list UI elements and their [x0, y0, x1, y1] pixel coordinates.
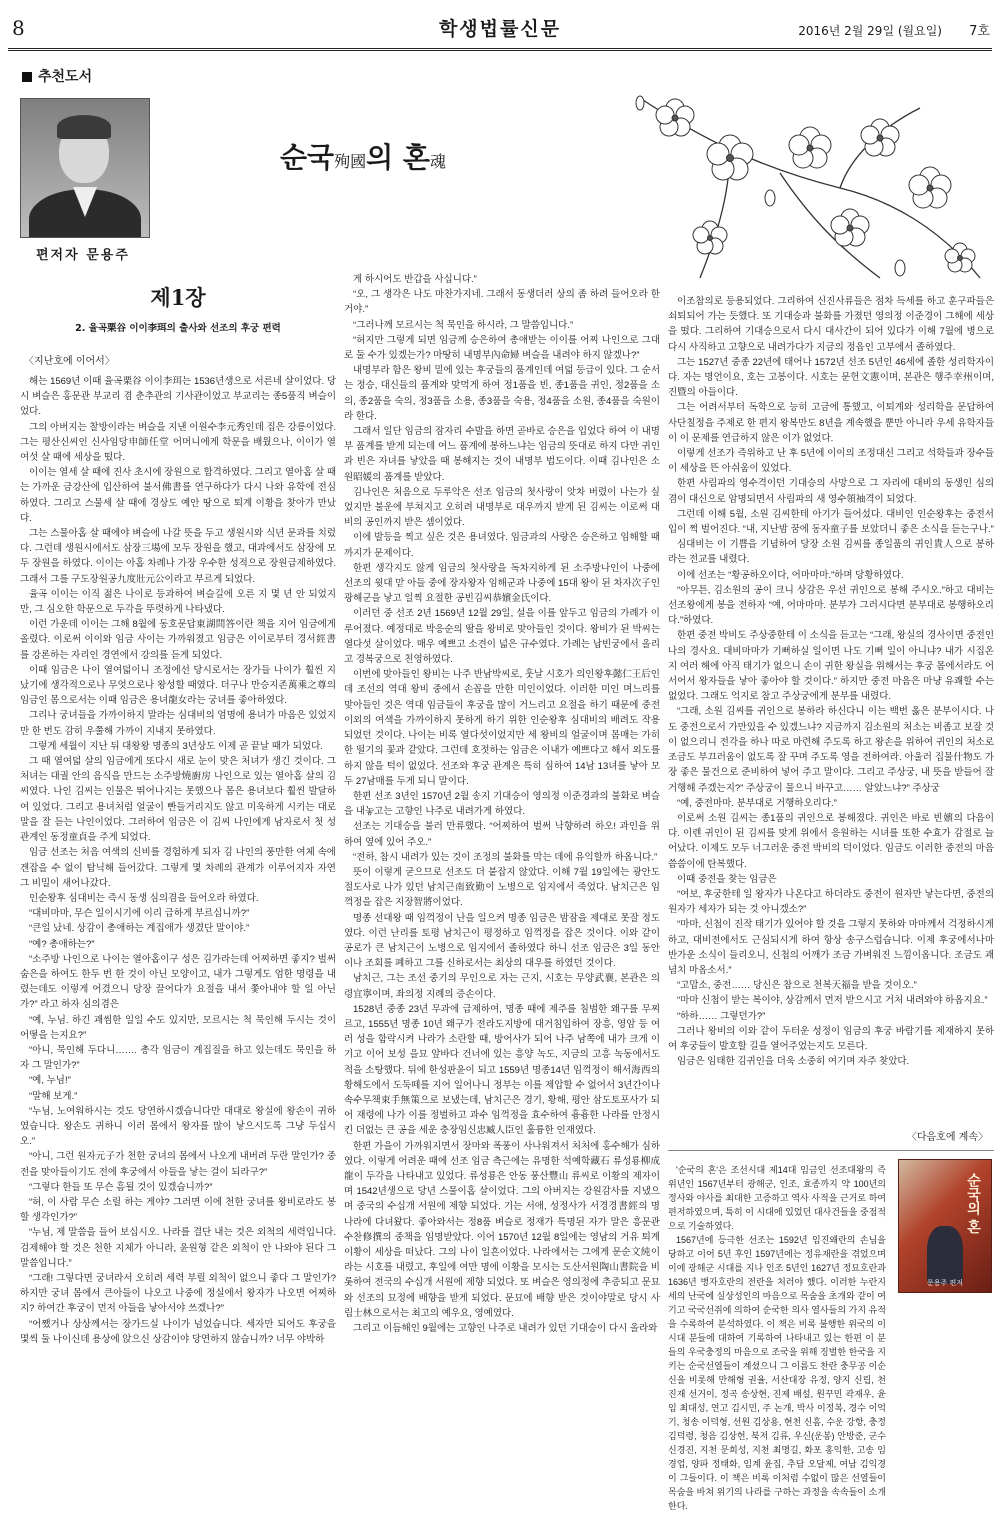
paragraph: 그리나 궁녀들을 가까이하지 말라는 심대비의 엄명에 용녀가 마음은 있었지만 한 번도 감히 우쭐해 가까이 지내지 못하였다.: [20, 710, 336, 737]
paragraph: 그는 어려서부터 독학으로 능히 고금에 통했고, 이퇴계와 성리학을 문답하여 사단칠정을 주제로 한 편지 왕복만도 8년을 계속했을 뿐만 아니라 우세 유학자들이 이 문제를 연급하지 않은 이가 없었다.: [668, 402, 994, 444]
paragraph: 한편 가을이 가까워지면서 장마와 폭풍이 사나워져서 처처에 홍수해가 심하였다. 이렇게 어려운 때에 선조 임금 측근에는 유명한 석예학藏石 류성룡柳成龍이 두각을 나타내고 있었다. 류성룡은 안동 풍산豐山 류씨로 이황의 제자이며 1542년생으로 당년 스물이홉 살이었다. 그의 아버지는 강원감사를 지냈으며 중국의 수십개 서원에 제향 되었다. 기는 서애, 성정사가 서경경書經의 명나라에 다녀왔다. 좋아와서는 정8품 벼슬로 정재가 특명된 자가 말은 흥문관 수찬修撰의 중책을 임명받았다. 이어 1570년 12월 8일에는 영남의 거유 퇴계 이황이 세상을 떠났다. 그의 나이 일흔이었다. 나라에서는 그에게 문순文純이라는 시호를 내렸고, 후일에 여만 명에 이황을 모시는 도산서원陶山書院을 비롯하여 전국의 수십개 서원에 제향 되었다. 또 벼슬은 영의정에 추증되고 문묘와 선조의 묘정에 배향을 받게 되었다. 문묘에 배향 받은 것이야말로 당시 사림士林으로서는 최고의 예우요, 영예였다.: [344, 1140, 660, 1319]
paragraph: “그러나께 모르시는 척 묵인을 하시라, 그 말씀입니다.”: [353, 319, 574, 331]
book-introduction-box: [668, 1150, 994, 1511]
article-column-1: [20, 374, 336, 1388]
paragraph: “아무튼, 김소원의 공이 크니 상감은 우선 귀인으로 봉해 주시오.”하고 대비는 선조왕에게 봉을 전하자 “예, 어마마마. 분부가 그러시다면 분부대로 봉행하오리다.”하였다.: [668, 584, 994, 627]
paragraph: 한편 사림파의 영수격이던 기대승의 사망으로 그 자리에 대비의 동생인 심의겸이 대신으로 암명되면서 사림파의 새 영수領袖격이 되었다.: [668, 478, 994, 505]
paragraph: “그래! 그렇다면 궁녀라서 오히려 세력 부릴 외척이 없으니 좋다 그 말인가? 하지만 궁녀 몸에서 큰아들이 나오고 나중에 정실에서 왕자가 나오면 어찌하지? 하여간 후궁이 먼저 아들을 낳아서야 쓰겠나?”: [20, 1272, 336, 1315]
paragraph: 임금은 임태한 김귀인을 더욱 소중히 여기며 자주 찾았다.: [677, 1056, 910, 1068]
continued-from-note: 〈지난호에 이어서〉: [24, 356, 115, 367]
chapter-subheading: 2. 율곡栗谷 이이李珥의 출사와 선조의 후궁 편력: [75, 323, 281, 334]
paragraph: 명종 선대왕 때 임꺽정이 난을 일으켜 명종 임금은 밤잠을 제대로 못잘 정도였다. 이런 난리를 토평 남치근이 평정하고 임꺽정을 잡은 것이다. 이와 같이 공로가 큰 남치근이 노병으로 임지에서 졸하였다 하니 선조 임금은 3일 동안이나 조회를 폐하고 그를 신하로서는 최상의 대우를 하였던 것이다.: [344, 912, 660, 970]
article-column-2: [344, 272, 660, 1388]
paragraph: “말해 보게.”: [29, 1090, 78, 1102]
paragraph: 선조는 기대승을 불러 만류했다. “어찌하여 벌써 낙향하려 하오! 과인을 위하여 옆에 있어 주오.”: [344, 821, 660, 848]
paragraph: “오, 그 생각은 나도 마찬가지네. 그래서 동생더러 상의 좀 하려 들어오라 한 거야.”: [344, 289, 660, 316]
paragraph: 남치근, 그는 조선 중기의 무인으로 자는 근지, 시호는 무양武襄, 본관은 의령宜寧이며, 좌의정 지례의 증손이다.: [344, 973, 660, 1000]
paragraph: 한편 선조 3년인 1570년 2월 송지 기대승이 영의정 이준경과의 불화로 벼슬을 내놓고는 고향인 나주로 내려가게 하였다.: [344, 790, 660, 818]
issue-number: 7호: [969, 24, 990, 39]
issue-date: 2016년 2월 29일 (월요일): [798, 24, 942, 38]
paragraph: 내명부라 함은 왕비 밑에 있는 후궁들의 품계인데 여덟 등급이 있다. 그 순서는 정승, 대신들의 품계와 맞먹게 하여 정1품을 빈, 종1품을 귀인, 정2품을 소의, 종2품을 숙의, 정3품을 소용, 종3품을 숙용, 정4품을 소원, 종4품을 숙원이라 한다.: [344, 365, 660, 422]
book-cover-image: [898, 1159, 992, 1293]
paragraph: 이로써 소원 김씨는 종1품의 귀인으로 봉해졌다. 귀인은 바로 빈嬪의 다음이다. 이렌 귀인이 된 김씨를 맞게 위에서 응원하는 시녀를 또한 수효가 감절로 늘어났다. 이제도 모두 너그러운 중전 박비의 덕이었다. 임금도 이러한 중전의 마음 씀씀이에 탄복했다.: [668, 812, 994, 870]
paragraph: 그는 1527년 중종 22년에 태어나 1572년 선조 5년인 46세에 졸한 성리학자이다. 자는 명언이요, 호는 고봉이다. 시호는 문헌文憲이며, 본관은 행주幸州이며, 진暨의 아들이다.: [668, 356, 994, 399]
title-main: 순국: [280, 141, 335, 174]
author-photo: [20, 98, 150, 238]
paragraph: 심대비는 이 기쁨을 기념하여 당장 소원 김씨를 종일품의 귀인貴人으로 봉하라는 전교를 내렸다.: [668, 539, 994, 566]
cover-figure-illustration: [927, 1226, 963, 1284]
section-label: [22, 66, 92, 86]
newspaper-header: [8, 8, 992, 51]
paragraph: “허지만 그렇게 되면 임금께 승은하여 총애받는 이이를 어찌 나인으로 그대로 둘 수가 있겠는가? 마땅히 내명부內命婦 벼슬을 내려야 하지 않겠나?”: [344, 334, 660, 362]
paragraph: “하하…… 그렇던가?”: [677, 1010, 766, 1022]
article-column-3: [668, 294, 994, 1124]
paragraph: “허, 이 사람 무슨 소릴 하는 게야? 그러면 이에 천한 궁녀를 왕비로라도 봉할 생각인가?”: [20, 1196, 336, 1224]
paragraph: 이번에 맞아들인 왕비는 나주 반남박씨로, 훗날 시호가 의인왕후懿仁王后인데 조선의 역대 왕비 중에서 손꼽을 만한 미인이었다. 이러한 미인 며느리를 맞아들인 것은 역대 임금들이 후궁을 많이 거느리고 요절을 하기 때문에 중전 이외의 여색을 가까이하지 못하게 하기 위한 인순왕후 심대비의 배려도 작용되었던 것이다. 나이는 비록 열다섯이었지만 세 왕비의 얼굴이며 몸매는 가히 한 떨기의 꽃과 같았다. 그런데 호젓하는 임금은 이내가 예쁘다고 해서 외도를 하지 않을 턱이 없었다. 선조와 후궁 관계은 특히 심하여 14남 13녀를 낳아 모두 27남매를 두게 되니 말이다.: [344, 669, 660, 787]
to-be-continued-note: 〈다음호에 계속〉: [906, 1132, 988, 1143]
paragraph: 그런데 이해 5월, 소원 김씨한테 아기가 들어섰다. 대비인 인순왕후는 중전서 입이 쩍 벌어진다. “내, 지난밤 꿈에 동자童子를 보았더니 좋은 소식을 듣는구나.”: [668, 508, 994, 536]
title-hanja2: 魂: [429, 152, 446, 171]
paragraph: 그는 스물아홉 살 때에야 벼슬에 나갈 뜻을 두고 생원시와 식년 문과를 치렀다. 그런데 생원시에서도 삼장三場에 모두 장원을 했고, 대과에서도 삼장에 모두 장원을 하였다. 이이는 아홉 차례나 가장 우수한 성적으로 장원급제하였다. 그래서 그를 구도장원공九度壯元公이라고 부르게 되었다.: [20, 528, 336, 585]
paragraph: '순국의 혼'은 조선시대 제14대 임금인 선조대왕의 즉위년인 1567년부터 광해군, 인조, 효종까지 약 100년의 정사와 야사를 최대한 고증하고 역사 사적을 근거로 하여 편저하였으며, 특히 이 시대에 있었던 대사건들을 중점적으로 기술하였다.: [668, 1165, 886, 1231]
chapter-heading: 제1장: [150, 285, 206, 310]
paragraph: 이렇게 선조가 즉위하고 난 후 5년에 이이의 조정대신 그리고 석학들과 장수들이 세상을 뜬 아쉬움이 있었다.: [668, 448, 994, 475]
paragraph: “여보, 후궁한테 일 왕자가 나온다고 하더라도 중전이 원자만 낳는다면, 중전의 원자가 세자가 되는 것 아니겠소?”: [668, 888, 994, 916]
paragraph: 율곡 이이는 이직 젊은 나이로 등과하여 벼슬길에 오른 지 몇 년 안 되었지만, 그 심오한 학문으로 두각을 뚜렷하게 나타냈다.: [20, 588, 336, 616]
section-label-text: 추천도서: [38, 69, 93, 85]
paragraph: 그러나 왕비의 이와 같이 두터운 성정이 임금의 후궁 바람기를 제재하지 못하여 후궁들이 발호할 길을 열어주었는지도 모른다.: [668, 1025, 994, 1052]
paragraph: 이런 가운데 이이는 그해 8월에 동호문답東湖問答이란 책을 지어 임금에게 올렸다. 이로써 이이와 임금 사이는 가까워졌고 임금은 이이로부터 경서經書를 강론하는 자리인 경연에서 강의를 듣게 되었다.: [20, 619, 336, 661]
paragraph: 이에 선조는 “황공하오이다, 어마마마.”하며 당황하였다.: [677, 569, 904, 581]
paragraph: 게 하시어도 반갑을 사십니다.”: [353, 274, 477, 285]
paragraph: 인순왕후 심대비는 즉시 동생 심의겸을 들어오라 하였다.: [29, 892, 259, 904]
paragraph: “전하, 참시 내려가 있는 것이 조정의 불화를 막는 데에 유익할까 하옵니다.”: [353, 851, 658, 863]
paragraph: 이러던 중 선조 2년 1569년 12월 29일, 설을 이를 앞두고 임금의 가례가 이루어졌다. 예정대로 박응순의 딸을 왕비로 맞아들인 것이다. 왕비가 된 박씨는 열다섯 살이었다. 매우 예쁘고 소견이 넓은 규수였다. 가례는 납빈궁에서 올리고 경복궁으로 친영하였다.: [344, 608, 660, 666]
book-cover-title: 순국의 혼: [965, 1172, 981, 1234]
paragraph: “아니, 묵인해 두다니……. 총각 임금이 계집질을 하고 있는데도 묵인을 하자 그 말인가?”: [20, 1044, 336, 1072]
paragraph: “소주방 나인으로 나이는 열아홉이구 성은 김가라는데 어찌하면 좋지? 벌써 숨은을 하여도 한두 번 한 것이 아닌 모양이고, 내가 그렇게도 엄한 명령을 내렸는데도 이렇게 어겼으니 당장 끌어다가 요절을 내서 쫓아내야 할 일 아닌가?” 라고 하자 심의겸은: [20, 953, 336, 1011]
paragraph: 이때 임금은 나이 열여덟이니 조정에선 당시로서는 장가들 나이가 훨씬 지났기에 생각적으로나 무엇으로나 왕성할 때였다. 더구나 만승지존萬乘之尊의 임금인 몸으로서는 이때 임금은 용녀龍女라는 궁녀를 좋아하였다.: [20, 664, 336, 707]
title-tail: 의 혼: [366, 141, 430, 174]
paragraph: 한편 중전 박비도 주상중한테 이 소식을 듣고는 “그래, 왕실의 경사이면 중전인 나의 경사요. 대비마마가 기뻐하실 일이면 나도 기뻐 일이 아니냐? 내가 시집온 지 여러 해에 아직 태기가 없으니 손이 귀한 왕실을 위해서는 후궁 몸에서라도 어서어서 왕자들을 낳아 좋아야 할 것이다.” 하지만 중전 마음은 마냥 유쾌할 수는 없었다. 그래도 억지로 참고 주상궁에게 분부를 내렸다.: [668, 630, 994, 703]
paragraph: “누님, 노여워하시는 것도 당연하시겠습니다만 대대로 왕실에 왕손이 귀하였습니다. 왕손도 귀하니 이러 몸에서 왕자를 많이 낳으시도록 그냥 두십시오.”: [20, 1105, 336, 1148]
paragraph: 이에 발등을 찍고 싶은 것은 용녀였다. 임금과의 사랑은 승은하고 임해할 때까지가 문제이다.: [344, 532, 660, 559]
paragraph: 1567년에 등극한 선조는 1592년 임진왜란의 손님을 당하고 이어 5년 후인 1597년에는 정유재란을 겪었으며 이에 광해군 시대를 지나 인조 5년인 1627년 정묘호란과 1636년 병자호란의 전란을 처러야 했다. 이러한 누란지세의 난국에 실상성인의 마음으로 목숨을 초개와 같이 여기고 국국선쥐에 의하여 순국한 의사 열사들의 가지 유적을 수록하여 분석하였다. 이 책은 비록 불행한 위국의 이 시대 분들에 대하여 기록하여 나타내고 있는 한편 이 분들의 우국충정의 마음으로 조국을 위해 징벌한 한국을 지키는 순국선열들이 계셨으니 그 이름도 찬란 충무공 이순신을 비롯해 만해형 권율, 서산대장 유정, 양지 신립, 천진재 선거이, 정곡 송상현, 진제 배설, 원꾸민 곽재우, 윤임 최대성, 연고 김시민, 주 논개, 박사 이정복, 경수 이억기, 청송 이덕형, 선원 김상용, 현천 신흠, 수운 강항, 충정 김덕령, 청음 김상헌, 북저 김류, 우신(운봉) 안방준, 군수 신경진, 지천 문희성, 지천 최명길, 화포 홍익한, 고송 임경업, 양파 정태화, 임계 윤집, 추담 오달제, 여남 김익경이 그들이다. 이 책은 비록 이처럼 수없이 많은 선열들이 목숨을 바쳐 위기의 나라를 구하는 과정을 속속들이 소개한다.: [668, 1235, 886, 1511]
paragraph: 한편 생각지도 않게 임금의 첫사랑을 독차지하게 된 소주방나인이 나중에 선조의 윗대 맏 아들 중에 장자왕자 임해군과 나중에 15대 왕이 된 차자次子인 광해군을 낳고 일찍 요절한 공빈김씨恭嬪金氏이다.: [344, 562, 660, 605]
paragraph: 그리고 이듬해인 9월에는 고향인 나주로 내려가 있던 기대승이 다시 올라와: [353, 1323, 658, 1335]
paragraph: 1528년 중종 23년 무과에 급제하여, 명종 때에 제주를 침범한 왜구를 무찌르고, 1555년 명종 10년 왜구가 전라도지방에 대거침입하여 장흥, 영암 등 여러 성을 함락시켜 나라가 소란할 때, 방어사가 되어 나주 남쪽에 내가 크게 이기고 이어 보성 을묘 앞바다 건너에 있는 흥양 녹도, 지금의 고흥 녹동에서도 적을 소탕했다. 뒤에 한성판윤이 되고 1559년 명종14년 임꺽정이 해서海西의 황해도에서 도둑떼를 지어 일어나니 정부는 이를 제압할 수 없어서 3년간이나 속수무책束手無策으로 보냈는데, 남치근은 경기, 황해, 평안 삼도토포사가 되어 재령에 나가 이를 정벌하고 과수 임꺽정을 효수하여 흉흉한 나라를 안정시킨 더없는 큰 공을 세운 충장임신忠臧人臣인 훌륭한 인재였다.: [344, 1003, 660, 1137]
paragraph: 이조참의로 등용되었다. 그리하여 신진사류들은 점차 득세를 하고 훈구파들은 쇠퇴되어 가는 듯했다. 또 기대승과 불화를 가졌던 영의정 이준경이 그해에 세상을 떴다. 그리하여 기대승으로서 다시 대사간이 되어 있다가 이해 7월에 병으로 다시 사직하고 고향으로 내려가다가 지금의 정읍인 고부에서 졸하였다.: [668, 296, 994, 353]
paragraph: 김나인은 처음으로 두루악은 선조 임금의 첫사랑이 앗차 버렸이 나는가 싶었지만 불운에 부쳐지고 오히려 내명부로 대우까지 받게 된 김씨는 이로써 대비의 공인까지 받은 셈이었다.: [344, 486, 660, 529]
page-number: 8: [12, 16, 25, 40]
paragraph: “예, 중전마마. 분부대로 거행하오리다.”: [677, 797, 837, 809]
newspaper-name: 학생법률신문: [438, 18, 562, 40]
paragraph: 이때 중전을 찾는 임금은: [677, 873, 777, 885]
paragraph: “예, 누님. 하긴 괘씸한 일일 수도 있지만, 모르시는 척 묵인해 두시는 것이 어떻을 는지요?”: [20, 1014, 336, 1041]
paragraph: 그렇게 세월이 지난 뒤 대왕왕 명종의 3년상도 이제 곧 끝날 때가 되었다.: [29, 740, 323, 752]
author-name: 편저자 문용주: [36, 248, 130, 263]
square-bullet-icon: [22, 72, 32, 82]
book-title: [280, 136, 446, 176]
paragraph: “그렇다 한들 또 무슨 흠될 것이 있겠습니까?”: [29, 1181, 213, 1193]
paragraph: “마마 신첩이 받는 복이야, 상감께서 먼저 받으시고 거처 내려와야 하옵지요.”: [677, 995, 988, 1007]
paragraph: 이이는 열세 살 때에 진사 초시에 장원으로 합격하였다. 그리고 열아홉 살 때는 가까운 금강산에 입산하여 불서佛書를 연구하다가 다시 나와 유학에 전심하였다. 그리고 스물세 살 때에 경상도 예안 땅으로 퇴계 이황을 찾아가 만났다.: [20, 467, 336, 524]
paragraph: “예? 총애하는?”: [29, 938, 95, 950]
paragraph: 해는 1569년 이때 율곡栗谷 이이李珥는 1536년생으로 서른네 살이었다. 당시 벼슬은 홍문관 부교리 겸 춘추관의 기사관이었고 부교리는 종5품직 벼슬이었다.: [20, 376, 336, 418]
author-portrait: [20, 98, 150, 238]
paragraph: 그 때 열여덟 살의 임금에게 또다시 새로 눈이 맞은 처녀가 생긴 것이다. 그 처녀는 대궐 안의 음식을 만드는 소주방燒廚房 나인으로 있는 열아홉 살의 김씨였다. 나인 김씨는 인물은 뛰어나지는 못했으나 몸은 용녀보다 훨씬 발달하여 있었다. 그리고 용녀처럼 얼굴이 빤들거리지도 않고 미욱하게 시키는 대로 말을 잘 듣는 나인이었다. 그러하여 임금은 이 김씨 나인에게 남자로서 첫 성관계인 동정童貞을 주게 되었다.: [20, 756, 336, 844]
paragraph: 그래서 일단 임금의 잠자리 수발을 하면 곧바로 승은을 입었다 하여 이 내명부 품계를 받게 되는데 여느 품계에 봉하느냐는 임금의 뜻대로 하지 다만 귀인과 빈은 자녀를 낳았을 때 봉해지는 것이 내명부 법도이다. 이때 김나인은 소원昭媛의 품계를 받았다.: [344, 426, 660, 483]
paragraph: “큰일 났네. 상감이 총애하는 계집애가 생겼단 말이야.”: [29, 923, 250, 935]
paragraph: “예, 누님!”: [29, 1075, 71, 1087]
paragraph: 그의 아버지는 찰방이라는 벼슬을 지낸 이원수李元秀인데 집은 강릉이었다. 그는 평산신씨인 신사임당申師任堂 어머니에게 학문을 배웠으나, 이이가 열여섯 살 때에 세상을 떴다.: [20, 421, 336, 464]
paragraph: 임금 선조는 처음 여색의 신비를 경험하게 되자 김 나인의 풍만한 여체 속에 겐잡을 수 없이 탐닉해 들어갔다. 그렇게 몇 차례의 관계가 이루어지자 자연 그 비밀이 새어나갔다.: [20, 847, 336, 889]
book-cover-subtitle: 문용주 편저: [926, 1279, 964, 1287]
paragraph: “대비마마, 무슨 일이시기에 이리 급하게 부르십니까?”: [29, 908, 250, 920]
paragraph: “그래, 소원 김씨를 귀인으로 봉하라 하신다니 이는 백번 옳은 분부이시다. 나도 중전으로서 가만있을 수 있겠느냐? 지금까지 김소원의 처소는 비좁고 보잘 것이 없으리니 전각을 하나 따로 마련해 주도록 하고 왕손을 위하여 귀인의 처소로 조금도 부끄러움이 없도록 잘 꾸며 주도록 영을 전하여라. 아울러 집물什物도 가장 좋은 물건으로 준비하여 넣어 주고 말이다. 그리고 주상궁, 내 뜻을 받들어 잘 거행해 주겠는지?” 주상궁이 물으니 바꾸고…… 알았느냐?” 주상궁: [668, 706, 994, 794]
title-hanja: 殉國: [334, 152, 367, 171]
paragraph: “누님, 제 말씀을 들어 보십시오. 나라를 결단 내는 것은 외척의 세력입니다. 검제해야 할 것은 천한 지체가 아니라, 윤원형 같은 외척이 안 나와야 된다 그 말씀입니다.”: [20, 1227, 336, 1269]
paragraph: “고맙소, 중전…… 당신은 참으로 천복天福을 받을 것이오.”: [677, 980, 917, 992]
paragraph: “어쨌거나 상상께서는 장가드실 나이가 넘었습니다. 세자만 되어도 후궁을 몇씩 둘 나이신데 용상에 앉으신 상감이야 당연하지 않습니까? 너무 야박하: [20, 1318, 336, 1345]
paragraph: 뜻이 이렇게 굳으므로 선조도 더 붙잡지 않았다. 이해 7월 19일에는 광안도 절도사로 나가 있던 남치근南致勤이 노병으로 임지에서 죽었다. 남치근은 임꺽정을 잡은 지장智將이었다.: [344, 866, 660, 909]
paragraph: “마마, 신첩이 진작 태기가 있어야 할 것을 그렇지 못하와 마마께서 걱정하시게 하고, 대비전에서도 근심되시게 하여 항상 송구스럽습니다. 이제 후궁에서나마 반가운 소식이 들리오니, 신첩의 어깨가 조금 가벼워진 느낌이옵니다. 조금도 괘념치 마옵소서.”: [668, 919, 994, 976]
paragraph: “아니, 그런 원자元子가 천한 궁녀의 몸에서 나오게 내버려 두란 말인가? 중전을 맞아들이기도 전에 후궁에서 아들을 낳는 걸이 되라구?”: [20, 1151, 336, 1178]
book-blurb: [668, 1163, 886, 1513]
